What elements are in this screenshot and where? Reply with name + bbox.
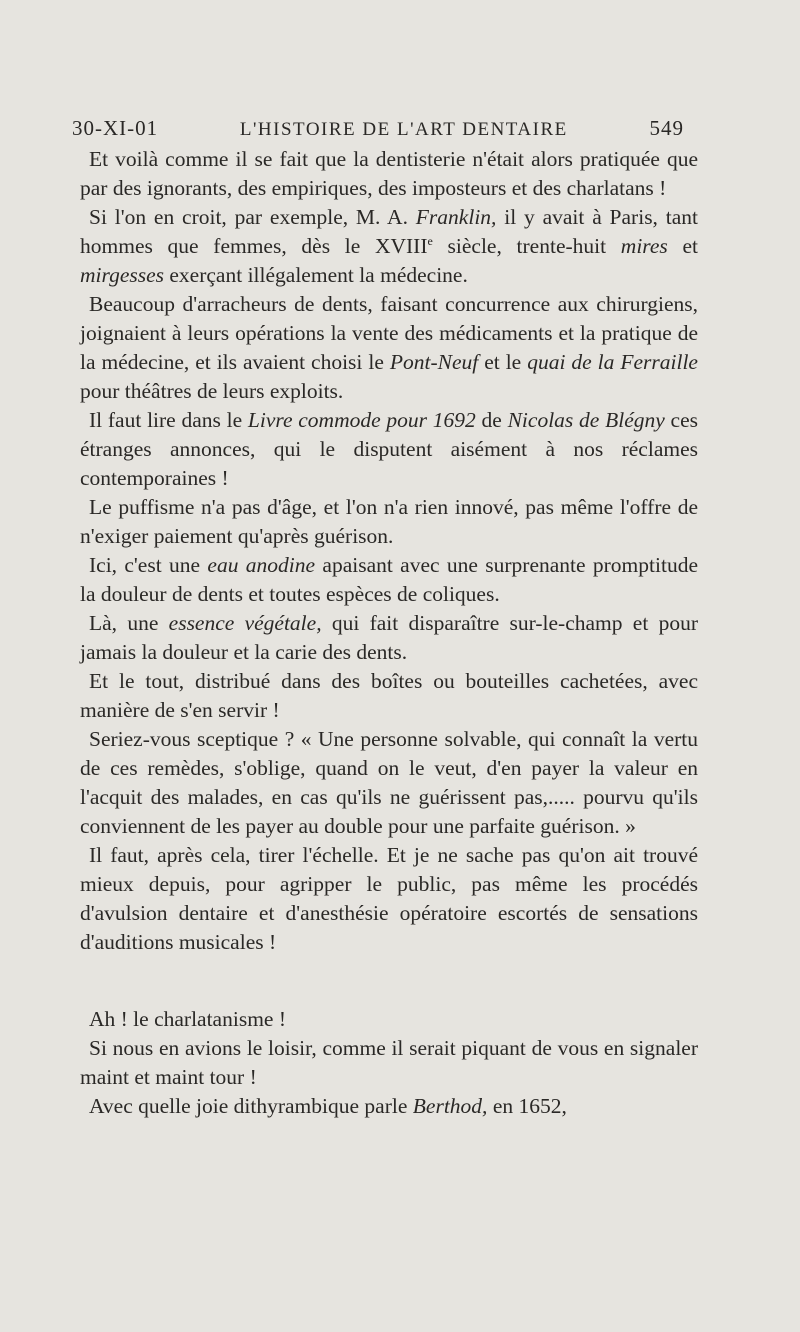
text-run: Seriez-vous sceptique ? « Une personne solvable, qui connaît la vertu de ces remèdes, s'oblige, quand on le veut, d'en payer la valeur en l'acquit des malades, en cas qu'ils ne guérissent pas,..... pourvu qu'ils conviennent de les payer au double pour une parfaite guérison. »	[80, 727, 698, 838]
text-run: et	[667, 234, 698, 258]
text-run: Et le tout, distribué dans des boîtes ou bouteilles cachetées, avec manière de s'en servir !	[80, 669, 698, 722]
section-gap	[80, 957, 698, 1005]
italic-text: Livre commode pour 1692	[247, 408, 476, 432]
text-run: siècle, trente-huit	[432, 234, 621, 258]
paragraph	[80, 1092, 698, 1121]
paragraph	[80, 1005, 698, 1034]
paragraph	[80, 493, 698, 551]
text-run: Il faut lire dans le	[89, 408, 248, 432]
header-date: 30-XI-01	[72, 116, 159, 140]
paragraph	[80, 609, 698, 667]
text-run: Il faut, après cela, tirer l'échelle. Et je ne sache pas qu'on ait trouvé mieux depuis, pour agripper le public, pas même les procédés d'avulsion dentaire et d'anesthésie opératoire escortés de sensations d'auditions musicales !	[80, 843, 698, 954]
text-run: exerçant illégalement la médecine.	[164, 263, 468, 287]
italic-text: Berthod,	[412, 1094, 488, 1118]
italic-text: quai de la Ferraille	[527, 350, 698, 374]
paragraph	[80, 406, 698, 493]
paragraph	[80, 551, 698, 609]
text-run: Le puffisme n'a pas d'âge, et l'on n'a rien innové, pas même l'offre de n'exiger paiement qu'après guérison.	[80, 495, 698, 548]
text-run: et le	[478, 350, 528, 374]
running-header	[72, 116, 684, 141]
text-run: Ah ! le charlatanisme !	[89, 1007, 286, 1031]
text-run: de	[475, 408, 508, 432]
text-run: Avec quelle joie dithyrambique parle	[89, 1094, 413, 1118]
page-body	[80, 145, 698, 1121]
text-run: Si nous en avions le loisir, comme il serait piquant de vous en signaler maint et maint tour !	[80, 1036, 698, 1089]
text-run: qui fait disparaître sur-le-champ et pour jamais la douleur et la carie des dents.	[80, 611, 698, 664]
text-run: Et voilà comme il se fait que la dentisterie n'était alors pratiquée que par des ignorants, des empiriques, des imposteurs et des charlatans !	[80, 147, 698, 200]
italic-text: mirgesses	[80, 263, 165, 287]
text-run: Beaucoup d'arracheurs de dents, faisant concurrence aux chirurgiens, joignaient à leurs opérations la vente des médicaments et la pratique de la médecine, et ils avaient choisi le	[80, 292, 698, 374]
text-run: Là, une	[89, 611, 169, 635]
text-run: apaisant avec une surprenante promptitude la douleur de dents et toutes espèces de coliques.	[80, 553, 698, 606]
italic-text: Pont-Neuf	[389, 350, 479, 374]
paragraph	[80, 841, 698, 957]
italic-text: eau anodine	[207, 553, 316, 577]
text-run: pour théâtres de leurs exploits.	[80, 379, 344, 403]
paragraph	[80, 145, 698, 203]
paragraph	[80, 203, 698, 290]
text-run: Ici, c'est une	[89, 553, 208, 577]
superscript: e	[427, 233, 433, 248]
italic-text: mires	[620, 234, 668, 258]
italic-text: Franklin,	[415, 205, 497, 229]
header-title: L'HISTOIRE DE L'ART DENTAIRE	[239, 119, 568, 140]
italic-text: Nicolas de Blégny	[507, 408, 665, 432]
text-run: ces étranges annonces, qui le disputent aisément à nos réclames contemporaines !	[80, 408, 699, 490]
italic-text: essence végétale,	[168, 611, 322, 635]
paragraph	[80, 1034, 698, 1092]
text-run: il y avait à Paris, tant hommes que femmes, dès le XVIII	[80, 205, 698, 258]
text-run: en 1652,	[487, 1094, 567, 1118]
paragraph	[80, 725, 698, 841]
paragraph	[80, 667, 698, 725]
page-number: 549	[649, 116, 684, 140]
text-run: Si l'on en croit, par exemple, M. A.	[89, 205, 416, 229]
paragraph	[80, 290, 698, 406]
